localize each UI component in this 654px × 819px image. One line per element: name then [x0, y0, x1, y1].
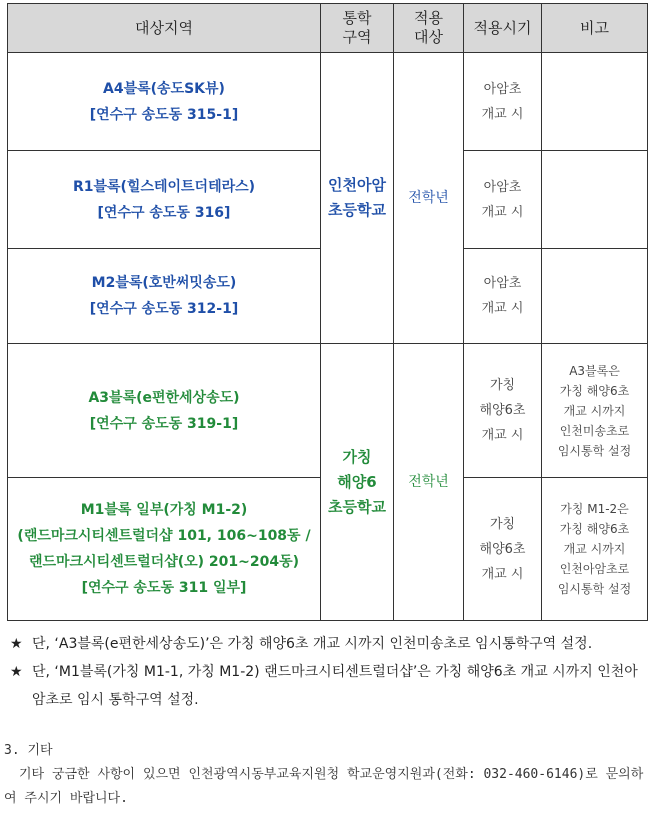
- area-cell: A3블록(e편한세상송도) [연수구 송도동 319-1]: [8, 344, 321, 478]
- note-cell: A3블록은 가칭 해양6초 개교 시까지 인천미송초로 임시통학 설정: [542, 344, 648, 478]
- notes: [10, 630, 650, 714]
- note-text: 단, ‘A3블록(e편한세상송도)’은 가칭 해양6초 개교 시까지 인천미송초로 임시통학구역 설정.: [32, 636, 593, 652]
- star-icon: ★: [10, 636, 23, 652]
- section-title: 3. 기타: [4, 743, 53, 758]
- section-body: 기타 궁금한 사항이 있으면 인천광역시동부교육지원청 학교운영지원과(전화: 032-460-6146)로 문의하여 주시기 바랍니다.: [4, 767, 644, 806]
- table-header-row: [8, 4, 648, 53]
- target-cell: 전학년: [394, 344, 464, 621]
- timing-cell: 가칭 해양6초 개교 시: [464, 478, 542, 621]
- target-cell: 전학년: [394, 53, 464, 344]
- timing-cell: 아암초 개교 시: [464, 151, 542, 249]
- timing-cell: 아암초 개교 시: [464, 249, 542, 344]
- table-row: [8, 344, 648, 478]
- note-line: [10, 630, 650, 658]
- header-timing: 적용시기: [464, 4, 542, 53]
- header-note: 비고: [542, 4, 648, 53]
- star-icon: ★: [10, 664, 23, 680]
- note-cell: 가칭 M1-2은 가칭 해양6초 개교 시까지 인천아암초로 임시통학 설정: [542, 478, 648, 621]
- header-area: 대상지역: [8, 4, 321, 53]
- note-cell: [542, 249, 648, 344]
- timing-cell: 아암초 개교 시: [464, 53, 542, 151]
- area-cell: M2블록(호반써밋송도) [연수구 송도동 312-1]: [8, 249, 321, 344]
- section-etc: [4, 739, 649, 811]
- header-school: 통학 구역: [321, 4, 394, 53]
- note-line: [10, 658, 650, 714]
- header-target: 적용 대상: [394, 4, 464, 53]
- school-cell: 가칭 해양6 초등학교: [321, 344, 394, 621]
- note-text: 단, ‘M1블록(가칭 M1-1, 가칭 M1-2) 랜드마크시티센트럴더샵’은 가칭 해양6초 개교 시까지 인천아암초로 임시 통학구역 설정.: [32, 664, 638, 708]
- area-cell: A4블록(송도SK뷰) [연수구 송도동 315-1]: [8, 53, 321, 151]
- school-cell: 인천아암 초등학교: [321, 53, 394, 344]
- area-cell: M1블록 일부(가칭 M1-2) (랜드마크시티센트럴더샵 101, 106~108동 / 랜드마크시티센트럴더샵(오) 201~204동) [연수구 송도동 311 일부]: [8, 478, 321, 621]
- note-cell: [542, 151, 648, 249]
- table-row: [8, 53, 648, 151]
- district-table: [7, 3, 648, 621]
- timing-cell: 가칭 해양6초 개교 시: [464, 344, 542, 478]
- note-cell: [542, 53, 648, 151]
- area-cell: R1블록(힐스테이트더테라스) [연수구 송도동 316]: [8, 151, 321, 249]
